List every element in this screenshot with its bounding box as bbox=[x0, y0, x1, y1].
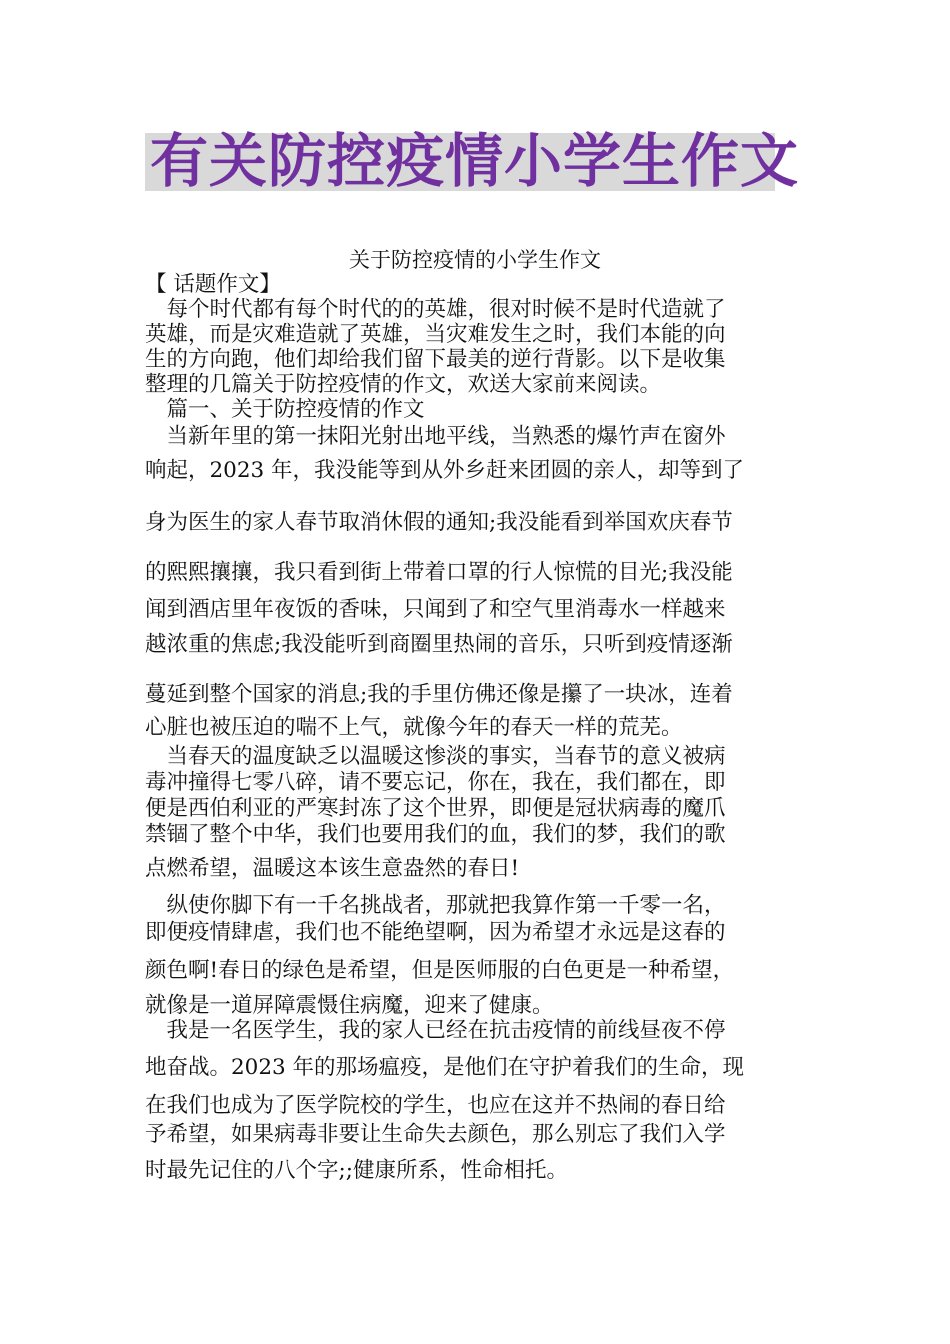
text-line: 每个时代都有每个时代的的英雄，很对时候不是时代造就了 bbox=[145, 297, 726, 322]
topic-label: 【 话题作文】 bbox=[145, 272, 281, 297]
text-line: 的熙熙攘攘，我只看到街上带着口罩的行人惊慌的目光;我没能 bbox=[145, 560, 733, 585]
article-subtitle: 关于防控疫情的小学生作文 bbox=[349, 248, 601, 272]
text-line: 蔓延到整个国家的消息;我的手里仿佛还像是攥了一块冰，连着 bbox=[145, 682, 733, 707]
text-line: 整理的几篇关于防控疫情的作文，欢送大家前来阅读。 bbox=[145, 372, 662, 397]
text-line: 禁锢了整个中华，我们也要用我们的血，我们的梦，我们的歌 bbox=[145, 822, 726, 847]
text-line: 英雄，而是灾难造就了英雄，当灾难发生之时，我们本能的向 bbox=[145, 322, 726, 347]
text-line: 越浓重的焦虑;我没能听到商圈里热闹的音乐，只听到疫情逐渐 bbox=[145, 632, 733, 657]
text-line: 即便疫情肆虐，我们也不能绝望啊，因为希望才永远是这春的 bbox=[145, 920, 726, 945]
text-line: 点燃希望，温暖这本该生意盎然的春日! bbox=[145, 856, 520, 881]
section-heading: 篇一、关于防控疫情的作文 bbox=[145, 397, 425, 422]
text-line: 在我们也成为了医学院校的学生，也应在这并不热闹的春日给 bbox=[145, 1093, 726, 1118]
text-line: 时最先记住的八个字;;健康所系，性命相托。 bbox=[145, 1158, 568, 1183]
text-line: 生的方向跑，他们却给我们留下最美的逆行背影。以下是收集 bbox=[145, 347, 726, 372]
text-line: 便是西伯利亚的严寒封冻了这个世界，即便是冠状病毒的魔爪 bbox=[145, 796, 726, 821]
text-line: 心脏也被压迫的喘不上气，就像今年的春天一样的荒芜。 bbox=[145, 715, 683, 740]
text-line: 当新年里的第一抹阳光射出地平线，当熟悉的爆竹声在窗外 bbox=[145, 424, 726, 449]
page-title: 有关防控疫情小学生作文 bbox=[150, 127, 800, 195]
text-line: 就像是一道屏障震慑住病魔，迎来了健康。 bbox=[145, 993, 554, 1018]
text-line: 我是一名医学生，我的家人已经在抗击疫情的前线昼夜不停 bbox=[145, 1018, 726, 1043]
text-line: 当春天的温度缺乏以温暖这惨淡的事实，当春节的意义被病 bbox=[145, 744, 726, 769]
text-line: 闻到酒店里年夜饭的香味，只闻到了和空气里消毒水一样越来 bbox=[145, 597, 726, 622]
text-line: 响起，2023 年，我没能等到从外乡赶来团圆的亲人，却等到了 bbox=[145, 458, 745, 483]
text-line: 地奋战。2023 年的那场瘟疫，是他们在守护着我们的生命，现 bbox=[145, 1055, 745, 1080]
text-line: 予希望，如果病毒非要让生命失去颜色，那么别忘了我们入学 bbox=[145, 1122, 726, 1147]
text-line: 毒冲撞得七零八碎，请不要忘记，你在，我在，我们都在，即 bbox=[145, 770, 726, 795]
text-line: 颜色啊!春日的绿色是希望，但是医师服的白色更是一种希望， bbox=[145, 958, 735, 983]
text-line: 纵使你脚下有一千名挑战者，那就把我算作第一千零一名， bbox=[145, 893, 726, 918]
text-line: 身为医生的家人春节取消休假的通知;我没能看到举国欢庆春节 bbox=[145, 510, 733, 535]
